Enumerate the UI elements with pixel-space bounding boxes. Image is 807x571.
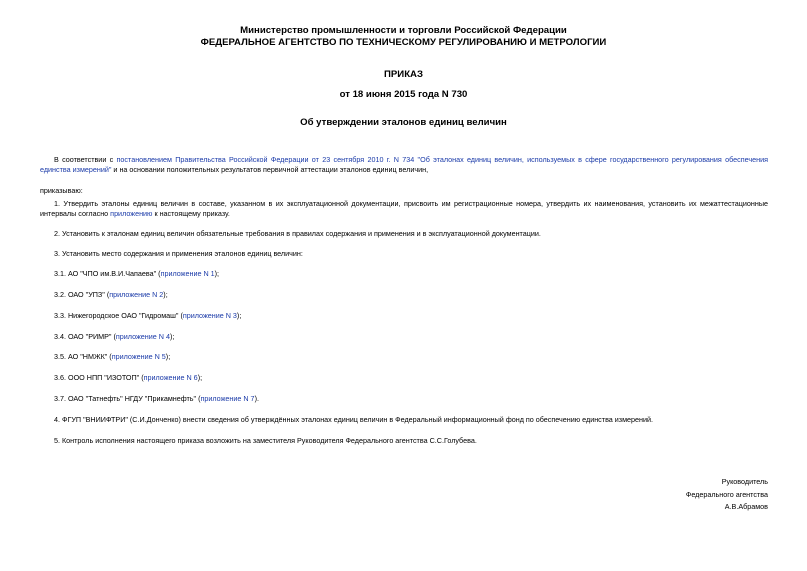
list-item: 3.5. АО "НМЖК" (приложение N 5);: [54, 352, 171, 361]
signature-position: Руководитель: [721, 477, 768, 486]
appendix-4-link[interactable]: приложение N 4: [115, 332, 170, 341]
item-1-text: 1. Утвердить эталоны единиц величин в составе, указанном в их эксплуатационной документации, присвоить им регистрационные номера, утвердить их наименования, установить их межаттестационные интервалы согласно: [40, 199, 768, 218]
ministry-name: Министерство промышленности и торговли Российской Федерации: [240, 25, 567, 36]
order-word: приказываю:: [40, 186, 83, 195]
preamble-paragraph: [40, 155, 768, 174]
document-date-number: от 18 июня 2015 года N 730: [339, 89, 468, 100]
item-1-end: к настоящему приказу.: [152, 208, 230, 218]
appendix-1-link[interactable]: приложение N 1: [160, 269, 215, 278]
item-4: 4. ФГУП "ВНИИФТРИ" (С.И.Донченко) внести сведения об утверждённых эталонах единиц величин в Федеральный информационный фонд по обеспечению единства измерений.: [54, 415, 654, 424]
list-item: 3.1. АО "ЧПО им.В.И.Чапаева" (приложение N 1);: [54, 269, 220, 278]
signature-agency: Федерального агентства: [685, 489, 768, 499]
appendix-3-link[interactable]: приложение N 3: [182, 311, 237, 320]
government-decree-link[interactable]: постановлением Правительства Российской Федерации от 23 сентября 2010 г. N 734 "Об эталонах единиц величин, используемых в сфере государственного регулирования обеспечения единства измерений": [40, 155, 768, 174]
signature-block: [686, 476, 768, 514]
appendix-7-link[interactable]: приложение N 7: [200, 394, 255, 403]
appendix-6-link[interactable]: приложение N 6: [143, 373, 198, 382]
item-3: 3. Установить место содержания и применения эталонов единиц величин:: [54, 249, 303, 258]
preamble-prefix: В соответствии с: [54, 155, 117, 164]
list-item: 3.2. ОАО "УПЗ" (приложение N 2);: [54, 290, 168, 299]
item-5: 5. Контроль исполнения настоящего приказа возложить на заместителя Руководителя Федерального агентства С.С.Голубева.: [54, 436, 477, 445]
item-1: [40, 199, 768, 218]
list-item: 3.6. ООО НПП "ИЗОТОП" (приложение N 6);: [54, 373, 203, 382]
item-2: 2. Установить к эталонам единиц величин обязательные требования в правилах содержания и применения и в эксплуатационной документации.: [54, 229, 541, 238]
list-item: 3.3. Нижегородское ОАО "Гидромаш" (приложение N 3);: [54, 311, 242, 320]
preamble-suffix: и на основании положительных результатов первичной аттестации эталонов единиц величин,: [111, 164, 429, 174]
list-item: 3.7. ОАО "Татнефть" НГДУ "Прикамнефть" (приложение N 7).: [54, 394, 259, 403]
document-type: ПРИКАЗ: [384, 69, 423, 80]
list-item: 3.4. ОАО "РИМР" (приложение N 4);: [54, 332, 175, 341]
appendix-5-link[interactable]: приложение N 5: [111, 352, 166, 361]
appendix-2-link[interactable]: приложение N 2: [109, 290, 164, 299]
document-title: Об утверждении эталонов единиц величин: [300, 117, 507, 128]
agency-name: ФЕДЕРАЛЬНОЕ АГЕНТСТВО ПО ТЕХНИЧЕСКОМУ РЕГУЛИРОВАНИЮ И МЕТРОЛОГИИ: [200, 37, 607, 48]
appendix-link[interactable]: приложению: [110, 208, 153, 218]
signature-name: А.В.Абрамов: [724, 502, 768, 511]
